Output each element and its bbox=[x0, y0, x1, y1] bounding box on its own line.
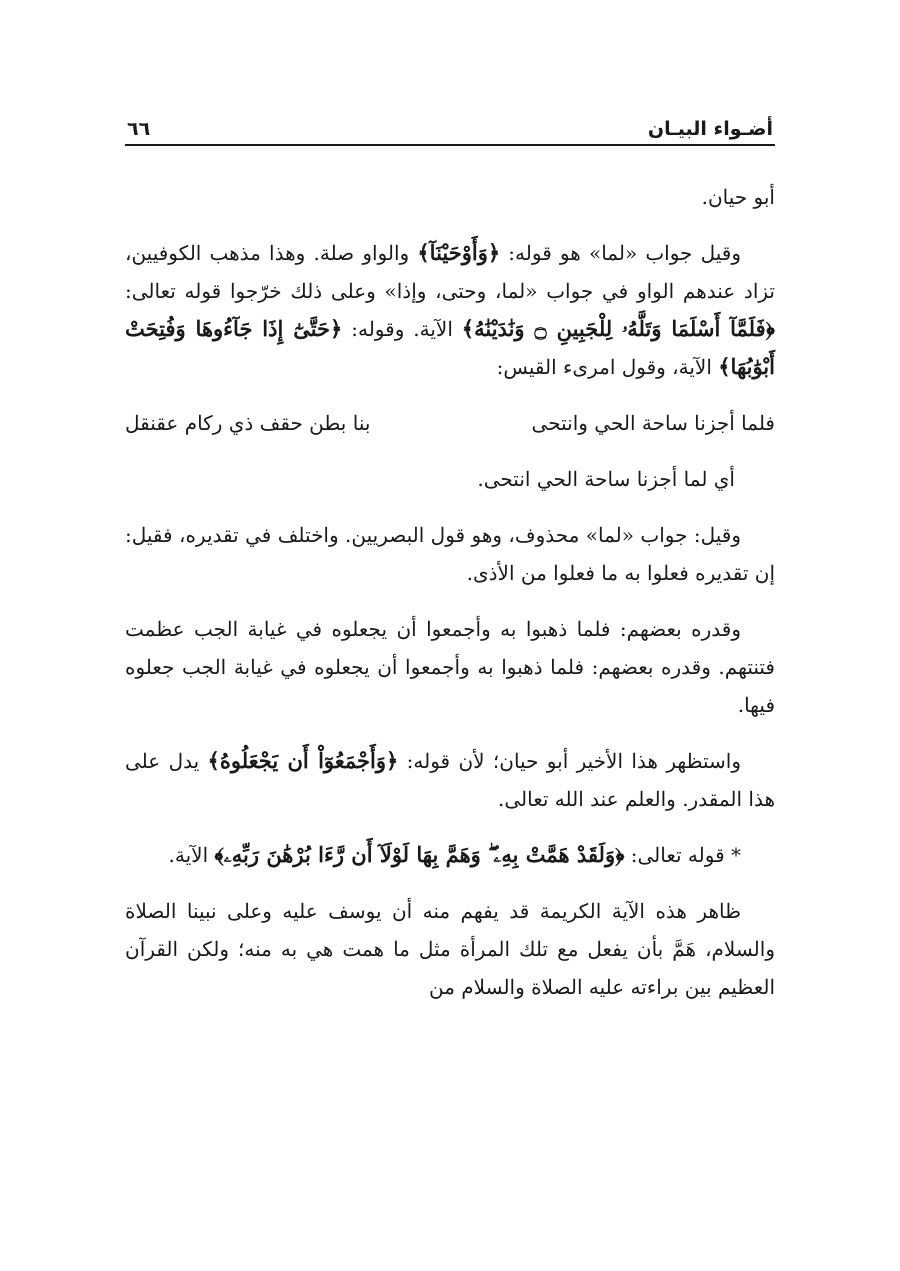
text: أبو حيان. bbox=[701, 185, 775, 209]
paragraph-lamma-answer bbox=[125, 234, 775, 386]
quran-verse: ﴿وَأَوْحَيْنَآ﴾ bbox=[417, 240, 501, 265]
text: ظاهر هذه الآية الكريمة قد يفهم منه أن يوسف عليه وعلى نبينا الصلاة والسلام، هَمَّ بأن يفعل مع تلك المرأة مثل ما همت هي به منه؛ ولكن القرآن العظيم بين براءته عليه الصلاة والسلام من bbox=[125, 899, 775, 999]
quran-verse: ﴿وَأَجْمَعُوٓاْ أَن يَجْعَلُوهُ﴾ bbox=[207, 748, 399, 773]
paragraph-abu-hayyan bbox=[125, 178, 775, 216]
page-header bbox=[125, 110, 775, 146]
poem-explanation bbox=[125, 460, 775, 498]
book-title: أضـواء البيـان bbox=[647, 118, 773, 140]
paragraph-yusuf bbox=[125, 892, 775, 1006]
poem-first-hemistich: فلما أجزنا ساحة الحي وانتحى bbox=[531, 411, 775, 435]
text: وقيل جواب «لما» هو قوله: bbox=[500, 241, 741, 265]
quran-verse: ﴿حَتَّىٰٓ إِذَا جَآءُوهَا وَفُتِحَتْ أَبْوَٰبُهَا﴾ bbox=[125, 316, 775, 379]
paragraph-preferred-view bbox=[125, 742, 775, 818]
text: الآية. وقوله: bbox=[342, 317, 462, 341]
text: يدل على هذا المقدر. والعلم عند الله تعالى. bbox=[125, 749, 775, 811]
text: وقيل: جواب «لما» محذوف، وهو قول البصريين. واختلف في تقديره، فقيل: إن تقديره فعلوا به ما فعلوا من الأذى. bbox=[125, 523, 775, 585]
book-page bbox=[125, 110, 775, 1230]
quran-verse: ﴿وَلَقَدْ هَمَّتْ بِهِۦ ۖ وَهَمَّ بِهَا لَوْلَآ أَن رَّءَا بُرْهَٰنَ رَبِّهِۦ﴾ bbox=[214, 842, 625, 867]
page-number: ٦٦ bbox=[127, 118, 151, 140]
text: وقدره بعضهم: فلما ذهبوا به وأجمعوا أن يجعلوه في غيابة الجب عظمت فتنتهم. وقدره بعضهم: فلما ذهبوا به وأجمعوا أن يجعلوه في غيابة الجب جعلوه فيها. bbox=[125, 617, 775, 717]
text: * قوله تعالى: bbox=[624, 843, 741, 867]
text: أي لما أجزنا ساحة الحي انتحى. bbox=[477, 467, 735, 491]
text: الآية، وقول امرىء القيس: bbox=[496, 355, 719, 379]
quran-verse: ﴿فَلَمَّآ أَسْلَمَا وَتَلَّهُۥ لِلْجَبِينِ ۝ وَنَٰدَيْنَٰهُ﴾ bbox=[461, 316, 775, 341]
page-content bbox=[125, 178, 775, 1006]
text: واستظهر هذا الأخير أبو حيان؛ لأن قوله: bbox=[398, 749, 742, 773]
paragraph-estimation bbox=[125, 610, 775, 724]
paragraph-basrians bbox=[125, 516, 775, 592]
poem-verse bbox=[125, 404, 775, 442]
paragraph-verse-heading bbox=[125, 836, 775, 874]
poem-second-hemistich: بنا بطن حقف ذي ركام عقنقل bbox=[125, 411, 371, 435]
text: والواو صلة. وهذا مذهب الكوفيين، تزاد عندهم الواو في جواب «لما، وحتى، وإذا» وعلى ذلك خرّجوا قوله تعالى: bbox=[125, 241, 775, 303]
text: الآية. bbox=[168, 843, 215, 867]
